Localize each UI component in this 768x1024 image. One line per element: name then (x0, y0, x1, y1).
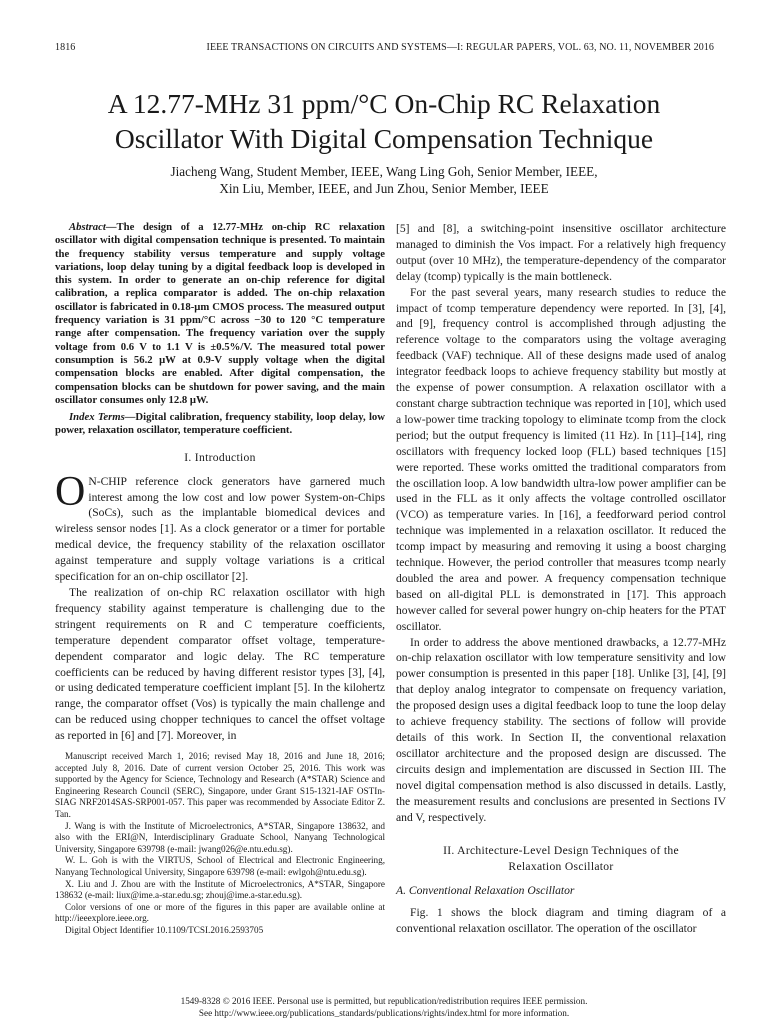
index-terms-text: Digital calibration, frequency stability, loop delay, low power, relaxation oscillator, temperature coefficient. (55, 411, 385, 437)
footnote-wang: J. Wang is with the Institute of Microelectronics, A*STAR, Singapore 138632, and also with the ERI@N, Interdisciplinary Graduate School, Nanyang Technological University, Singapore 639798 (e-mail: jwang026@e.ntu.edu.sg). (55, 820, 385, 854)
section-heading-architecture (396, 843, 726, 875)
title-line-2: Oscillator With Digital Compensation Technique (114, 123, 654, 154)
intro-paragraph-1 (55, 468, 385, 585)
abstract (55, 221, 385, 407)
authors-line-2: Xin Liu, Member, IEEE, and Jun Zhou, Senior Member, IEEE (219, 181, 549, 196)
footnotes (55, 751, 385, 937)
intro-paragraph-2-continued: [5] and [8], a switching-point insensitive oscillator architecture managed to diminish the Vos impact. For a relatively high frequency output (over 10 MHz), the temperature-dependency of the comparator delay (tcomp) typically is the main bottleneck. (396, 222, 726, 283)
footnote-doi: Digital Object Identifier 10.1109/TCSI.2016.2593705 (65, 924, 264, 935)
section-heading-line-2: Relaxation Oscillator (508, 860, 614, 874)
abstract-label: Abstract— (69, 221, 117, 233)
footnote-liu-zhou: X. Liu and J. Zhou are with the Institute of Microelectronics, A*STAR, Singapore 138632 (e-mail: liux@ime.a-star.edu.sg; zhouj@ime.a-star.edu.sg). (55, 878, 385, 901)
footnote-color: Color versions of one or more of the figures in this paper are available online at http://ieeexplore.ieee.org. (55, 901, 385, 924)
journal-header: IEEE TRANSACTIONS ON CIRCUITS AND SYSTEMS—I: REGULAR PAPERS, VOL. 63, NO. 11, NOVEMBER 2016 (206, 42, 714, 53)
index-terms-label: Index Terms— (69, 411, 136, 424)
section-heading-introduction: I. Introduction (184, 450, 256, 464)
footer-line-2: See http://www.ieee.org/publications_standards/publications/rights/index.html for more information. (198, 1008, 570, 1018)
left-column (55, 221, 385, 744)
drop-cap: O (55, 468, 86, 515)
intro-paragraph-1-text: N-CHIP reference clock generators have garnered much interest among the low cost and low power System-on-Chips (SoCs), such as the implantable biomedical devices and wireless sensor nodes [1]. As a clock generator or a timer for portable medical device, the frequency stability of the relaxation oscillator against temperature and supply voltage variations is a critical specification for an on-chip oscillator [2]. (55, 474, 385, 584)
paper-title (40, 86, 728, 156)
footnote-goh: W. L. Goh is with the VIRTUS, School of Electrical and Electronic Engineering, Nanyang Technological University, Singapore 639798 (e-mail: ewlgoh@ntu.edu.sg). (55, 855, 385, 877)
author-list (40, 163, 728, 197)
footnote-received: Manuscript received March 1, 2016; revised May 18, 2016 and June 18, 2016; accepted July 8, 2016. Date of current version October 25, 2016. This work was supported by the Agency for Science, Technology and Research (A*STAR) Science and Engineering Research Council (SERC), Singapore, under Grant S15-1321-IAF OSTIn-SIAG NRF2014SAS-SRP001-057. This paper was recommended by Associate Editor Z. Tan. (55, 751, 385, 819)
right-column (396, 221, 726, 937)
section-heading-line-1: II. Architecture-Level Design Techniques of the (443, 844, 679, 858)
page-number: 1816 (55, 42, 76, 53)
copyright-footer (40, 995, 728, 1019)
architecture-paragraph-1: Fig. 1 shows the block diagram and timing diagram of a conventional relaxation oscillator. The operation of the oscillator (396, 906, 726, 936)
title-line-1: A 12.77-MHz 31 ppm/°C On-Chip RC Relaxation (107, 88, 661, 119)
index-terms (55, 411, 385, 438)
footer-line-1: 1549-8328 © 2016 IEEE. Personal use is permitted, but republication/redistribution requires IEEE permission. (180, 996, 588, 1006)
intro-paragraph-4: In order to address the above mentioned drawbacks, a 12.77-MHz on-chip relaxation oscillator with low temperature sensitivity and low power consumption is presented in this paper [18]. Unlike [3], [4], [9] that deploy analog integrator to compensate on frequency variation, the proposed design uses a digital feedback loop to tune the loop delay to achieve frequency stability. The sections of follow will provide details of this work. In Section II, the conventional relaxation oscillator architecture and the proposed design are discussed. The circuits design and implementation are discussed in Section III. The novel digital compensation method is also discussed in details. Lastly, the measurement results and conclusions are presented in Sections IV and V, respectively. (396, 635, 726, 824)
subsection-heading: A. Conventional Relaxation Oscillator (396, 884, 575, 898)
intro-paragraph-2: The realization of on-chip RC relaxation oscillator with high frequency stability against temperature is challenging due to the stringent requirements on R and C temperature coefficients, temperature dependent comparator offset voltage, temperature-dependent comparator and logic delay. The RC temperature coefficients can be reduced by having different resistor types [3], [4], or using dedicated temperature coefficient implant [5]. In the kilohertz range, the comparator offset (Vos) is typically the main challenge and can be reduced using chopper techniques to cancel the offset voltage as reported in [6] and [7]. Moreover, in (55, 586, 385, 743)
abstract-text: The design of a 12.77-MHz on-chip RC relaxation oscillator with digital compensation technique is presented. To maintain the frequency stability versus temperature and supply voltage variations, loop delay tuning by a digital feedback loop is developed in this system. In order to generate an on-chip reference for digital calibration, a replica comparator is added. The on-chip relaxation oscillator is fabricated in 0.18-μm CMOS process. The measured output frequency variation is 31 ppm/°C across −30 to 120 °C temperature range after compensation. The frequency variation over the supply voltage from 0.6 V to 1.1 V is ±0.5%/V. The measured total power consumption is 56.2 μW at 0.9-V supply voltage when the digital compensation blocks are enabled. After digital compensation, the compensation blocks can be shutdown for power saving, and the main oscillator consumes only 12.8 μW. (55, 221, 385, 406)
authors-line-1: Jiacheng Wang, Student Member, IEEE, Wang Ling Goh, Senior Member, IEEE, (170, 164, 598, 179)
intro-paragraph-3: For the past several years, many research studies to reduce the impact of tcomp temperature dependency were reported. In [3], [4], and [9], frequency control is accomplished through adjusting the reference voltage to the comparators using the voltage averaging feedback (VAF) technique. All of these designs made used of analog integrator feedback loops to achieve frequency stability but mostly at the expense of power consumption. A relaxation oscillator with a constant charge subtraction technique was reported in [10], which used a low-power time tracking topology to eliminate tcomp from the clock period; but the output frequency is limited (11 Hz). In [11]–[14], ring oscillators with frequency locked loop (FLL) based techniques [15] were reported. These works omitted the traditional comparators from the oscillation loop. A low bandwidth ultra-low power amplifier can be used in the FLL as it only affects the voltage controlled oscillator (VCO) as temperature varies. In [16], a feedforward period control technique was implemented in a relaxation oscillator. It reduced the tcomp impact by measuring and removing it using a boost charging technique. However, the period controller that measures tcomp nearly doubled the area and power. A frequency compensation technique based on all-digital PLL is demonstrated in [17]. This approach however called for several power hungry on-chip heaters for the PTAT oscillator. (396, 285, 726, 633)
